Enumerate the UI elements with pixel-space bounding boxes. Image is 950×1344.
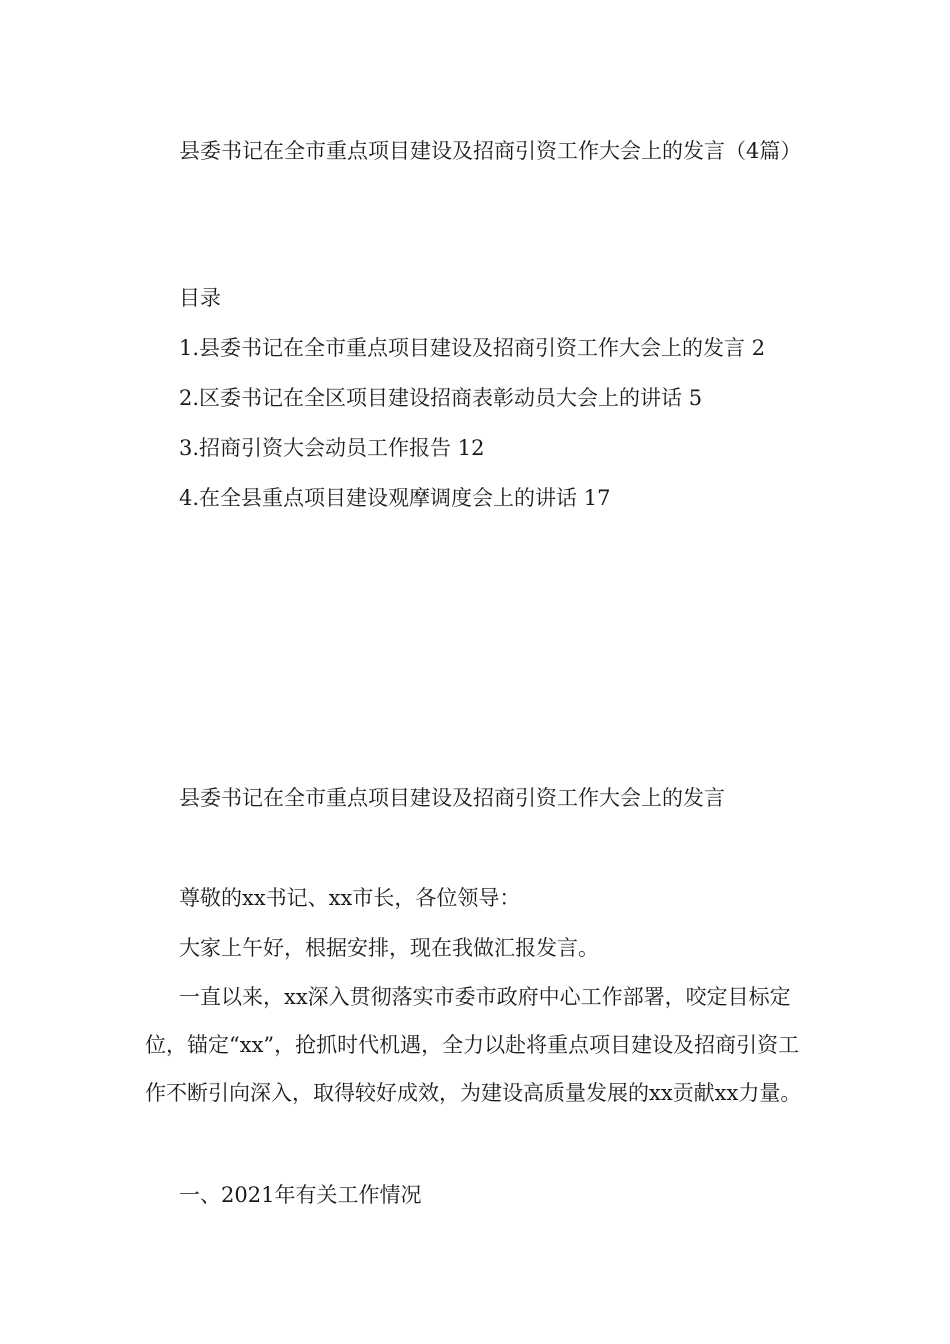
toc-item: 3.招商引资大会动员工作报告 12 bbox=[179, 436, 485, 460]
body-paragraph: 一直以来，xx深入贯彻落实市委市政府中心工作部署，咬定目标定位，锚定“xx”，抢抓时代机遇，全力以赴将重点项目建设及招商引资工作不断引向深入，取得较好成效，为建设高质量发展的xx贡献xx力量。 bbox=[145, 985, 802, 1105]
section-title: 县委书记在全市重点项目建设及招商引资工作大会上的发言 bbox=[179, 786, 725, 810]
document-title: 县委书记在全市重点项目建设及招商引资工作大会上的发言（4篇） bbox=[179, 139, 802, 163]
section-heading: 一、2021年有关工作情况 bbox=[179, 1183, 422, 1207]
body-paragraph: 大家上午好，根据安排，现在我做汇报发言。 bbox=[179, 936, 599, 960]
toc-item: 1.县委书记在全市重点项目建设及招商引资工作大会上的发言 2 bbox=[179, 336, 766, 360]
toc-item: 4.在全县重点项目建设观摩调度会上的讲话 17 bbox=[179, 486, 611, 510]
toc-item: 2.区委书记在全区项目建设招商表彰动员大会上的讲话 5 bbox=[179, 386, 703, 410]
salutation: 尊敬的xx书记、xx市长，各位领导： bbox=[179, 886, 521, 910]
toc-heading: 目录 bbox=[179, 286, 221, 310]
